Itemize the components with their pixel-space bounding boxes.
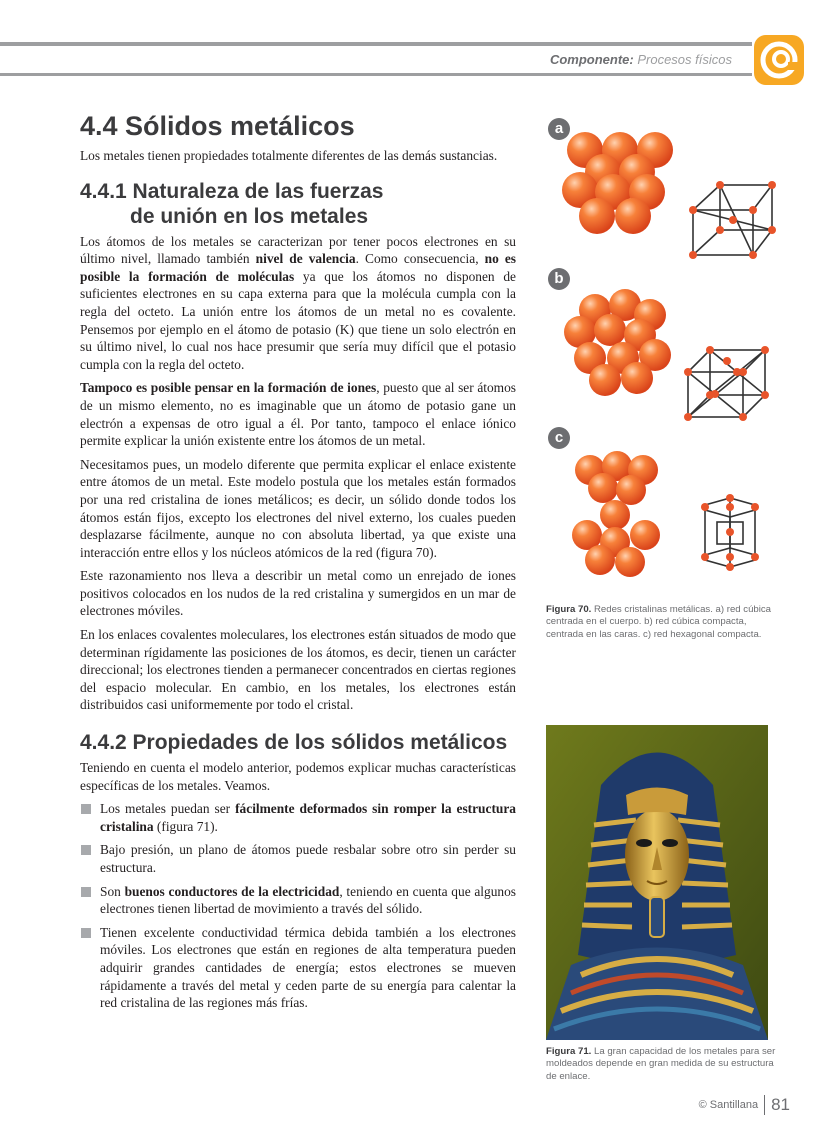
hcp-spheres [572, 451, 660, 577]
golden-mask-photo [546, 725, 768, 1040]
paragraph-4: Este razonamiento nos lleva a describir un metal como un enrejado de iones positivos colocados en los nudos de la red cristalina y sumergidos en un mar de electrones móviles. [80, 568, 516, 619]
figure-badge-b: b [548, 268, 570, 290]
footer-divider [764, 1095, 765, 1115]
subsection-title-2: 4.4.2 Propiedades de los sólidos metálicos [80, 731, 508, 755]
main-column [80, 110, 516, 1018]
header-rule-top [0, 42, 752, 46]
paragraph-1: Los átomos de los metales se caracterizan por tener pocos electrones en su último nivel, llamado también nivel de valencia. Como consecuencia, no es posible la formación de moléculas ya que los átomos no disponen de suficientes electrones en su capa externa para que la molécula cumpla con la regla del octeto. La unión entre los átomos de un metal no es covalente. Pensemos por ejemplo en el átomo de potasio (K) que tiene un solo electrón en su último nivel, lo cual nos hace presumir que sería muy difícil que el potasio cumpla con la regla del octeto. [80, 233, 516, 372]
component-value: Procesos físicos [637, 52, 732, 67]
bullet-square-icon [81, 928, 91, 938]
page-footer [699, 1095, 790, 1115]
figure-badge-a: a [548, 118, 570, 140]
bullet-square-icon [81, 845, 91, 855]
list-item: Los metales puedan ser fácilmente deformados sin romper la estructura cristalina (figura 71). [80, 800, 516, 835]
header-rule-bottom [0, 73, 752, 76]
section-intro: Los metales tienen propiedades totalmente diferentes de las demás sustancias. [80, 148, 498, 163]
list-item: Son buenos conductores de la electricidad, teniendo en cuenta que algunos electrones tienen libertad de movimiento a través del sólido. [80, 883, 516, 918]
bcc-spheres [562, 132, 673, 234]
subsection-2-intro: Teniendo en cuenta el modelo anterior, podemos explicar muchas características específicas de los metales. Veamos. [80, 760, 516, 793]
component-header [550, 52, 732, 67]
fcc-spheres [564, 289, 671, 396]
subsection-title-1-line1: 4.4.1 Naturaleza de las fuerzas [80, 179, 384, 203]
bullet-square-icon [81, 804, 91, 814]
list-item: Tienen excelente conductividad térmica debida también a los electrones móviles. Los electrones que están en regiones de alta temperatura pueden adquirir grandes cantidades de energía; estos electrones se mueven rápidamente a través del metal y ceden parte de su energía para calentar la red cristalina de las regiones más frías. [80, 924, 516, 1012]
figure-badge-c: c [548, 427, 570, 449]
crystal-lattice-figure [545, 110, 785, 600]
hcp-lattice-nodes [701, 494, 759, 571]
paragraph-3: Necesitamos pues, un modelo diferente que permita explicar el enlace existente entre átomos de un metal. Este modelo postula que los metales están formados por una red cristalina de iones metálicos; es decir, un sólido donde todos los átomos están fijos, excepto los electrones del nivel externo, los cuales pueden desplazarse fácilmente, aunque no con absoluta libertad, ya que existe una interacción entre ellos y los núcleos atómicos de la red (figura 70). [80, 456, 516, 560]
page-number: 81 [771, 1095, 790, 1114]
properties-list [80, 800, 516, 1012]
section-title: 4.4 Sólidos metálicos [80, 111, 355, 141]
figure-71-caption: Figura 71. La gran capacidad de los metales para ser moldeados depende en gran medida de su estructura de enlace. [546, 1046, 776, 1082]
subsection-title-1 [80, 179, 516, 229]
bullet-square-icon [81, 887, 91, 897]
subsection-title-1-line2: de unión en los metales [130, 204, 369, 228]
swirl-logo-icon [754, 35, 804, 85]
paragraph-2: Tampoco es posible pensar en la formación de iones, puesto que al ser átomos de un mismo elemento, no es imaginable que un átomo de potasio gane un electrón a expensas de otro igual a él. Por tanto, tampoco el enlace iónico permite explicar la unión existente entre los átomos de un metal. [80, 380, 516, 449]
paragraph-5: En los enlaces covalentes moleculares, los electrones están situados de modo que determinan rígidamente las posiciones de los átomos, es decir, tienen un carácter direccional; los electrones tienden a permanecer concentrados en ciertas regiones del espacio molecular. En cambio, en los metales, los electrones están distribuidos casi uniformemente por todo el cristal. [80, 627, 516, 713]
publisher: © Santillana [698, 1098, 759, 1111]
list-item: Bajo presión, un plano de átomos puede resbalar sobre otro sin perder su estructura. [80, 841, 516, 876]
figure-70-caption: Figura 70. Redes cristalinas metálicas. a) red cúbica centrada en el cuerpo. b) red cúbica compacta, centrada en las caras. c) red hexagonal compacta. [546, 604, 772, 640]
component-label: Componente: [549, 52, 634, 67]
